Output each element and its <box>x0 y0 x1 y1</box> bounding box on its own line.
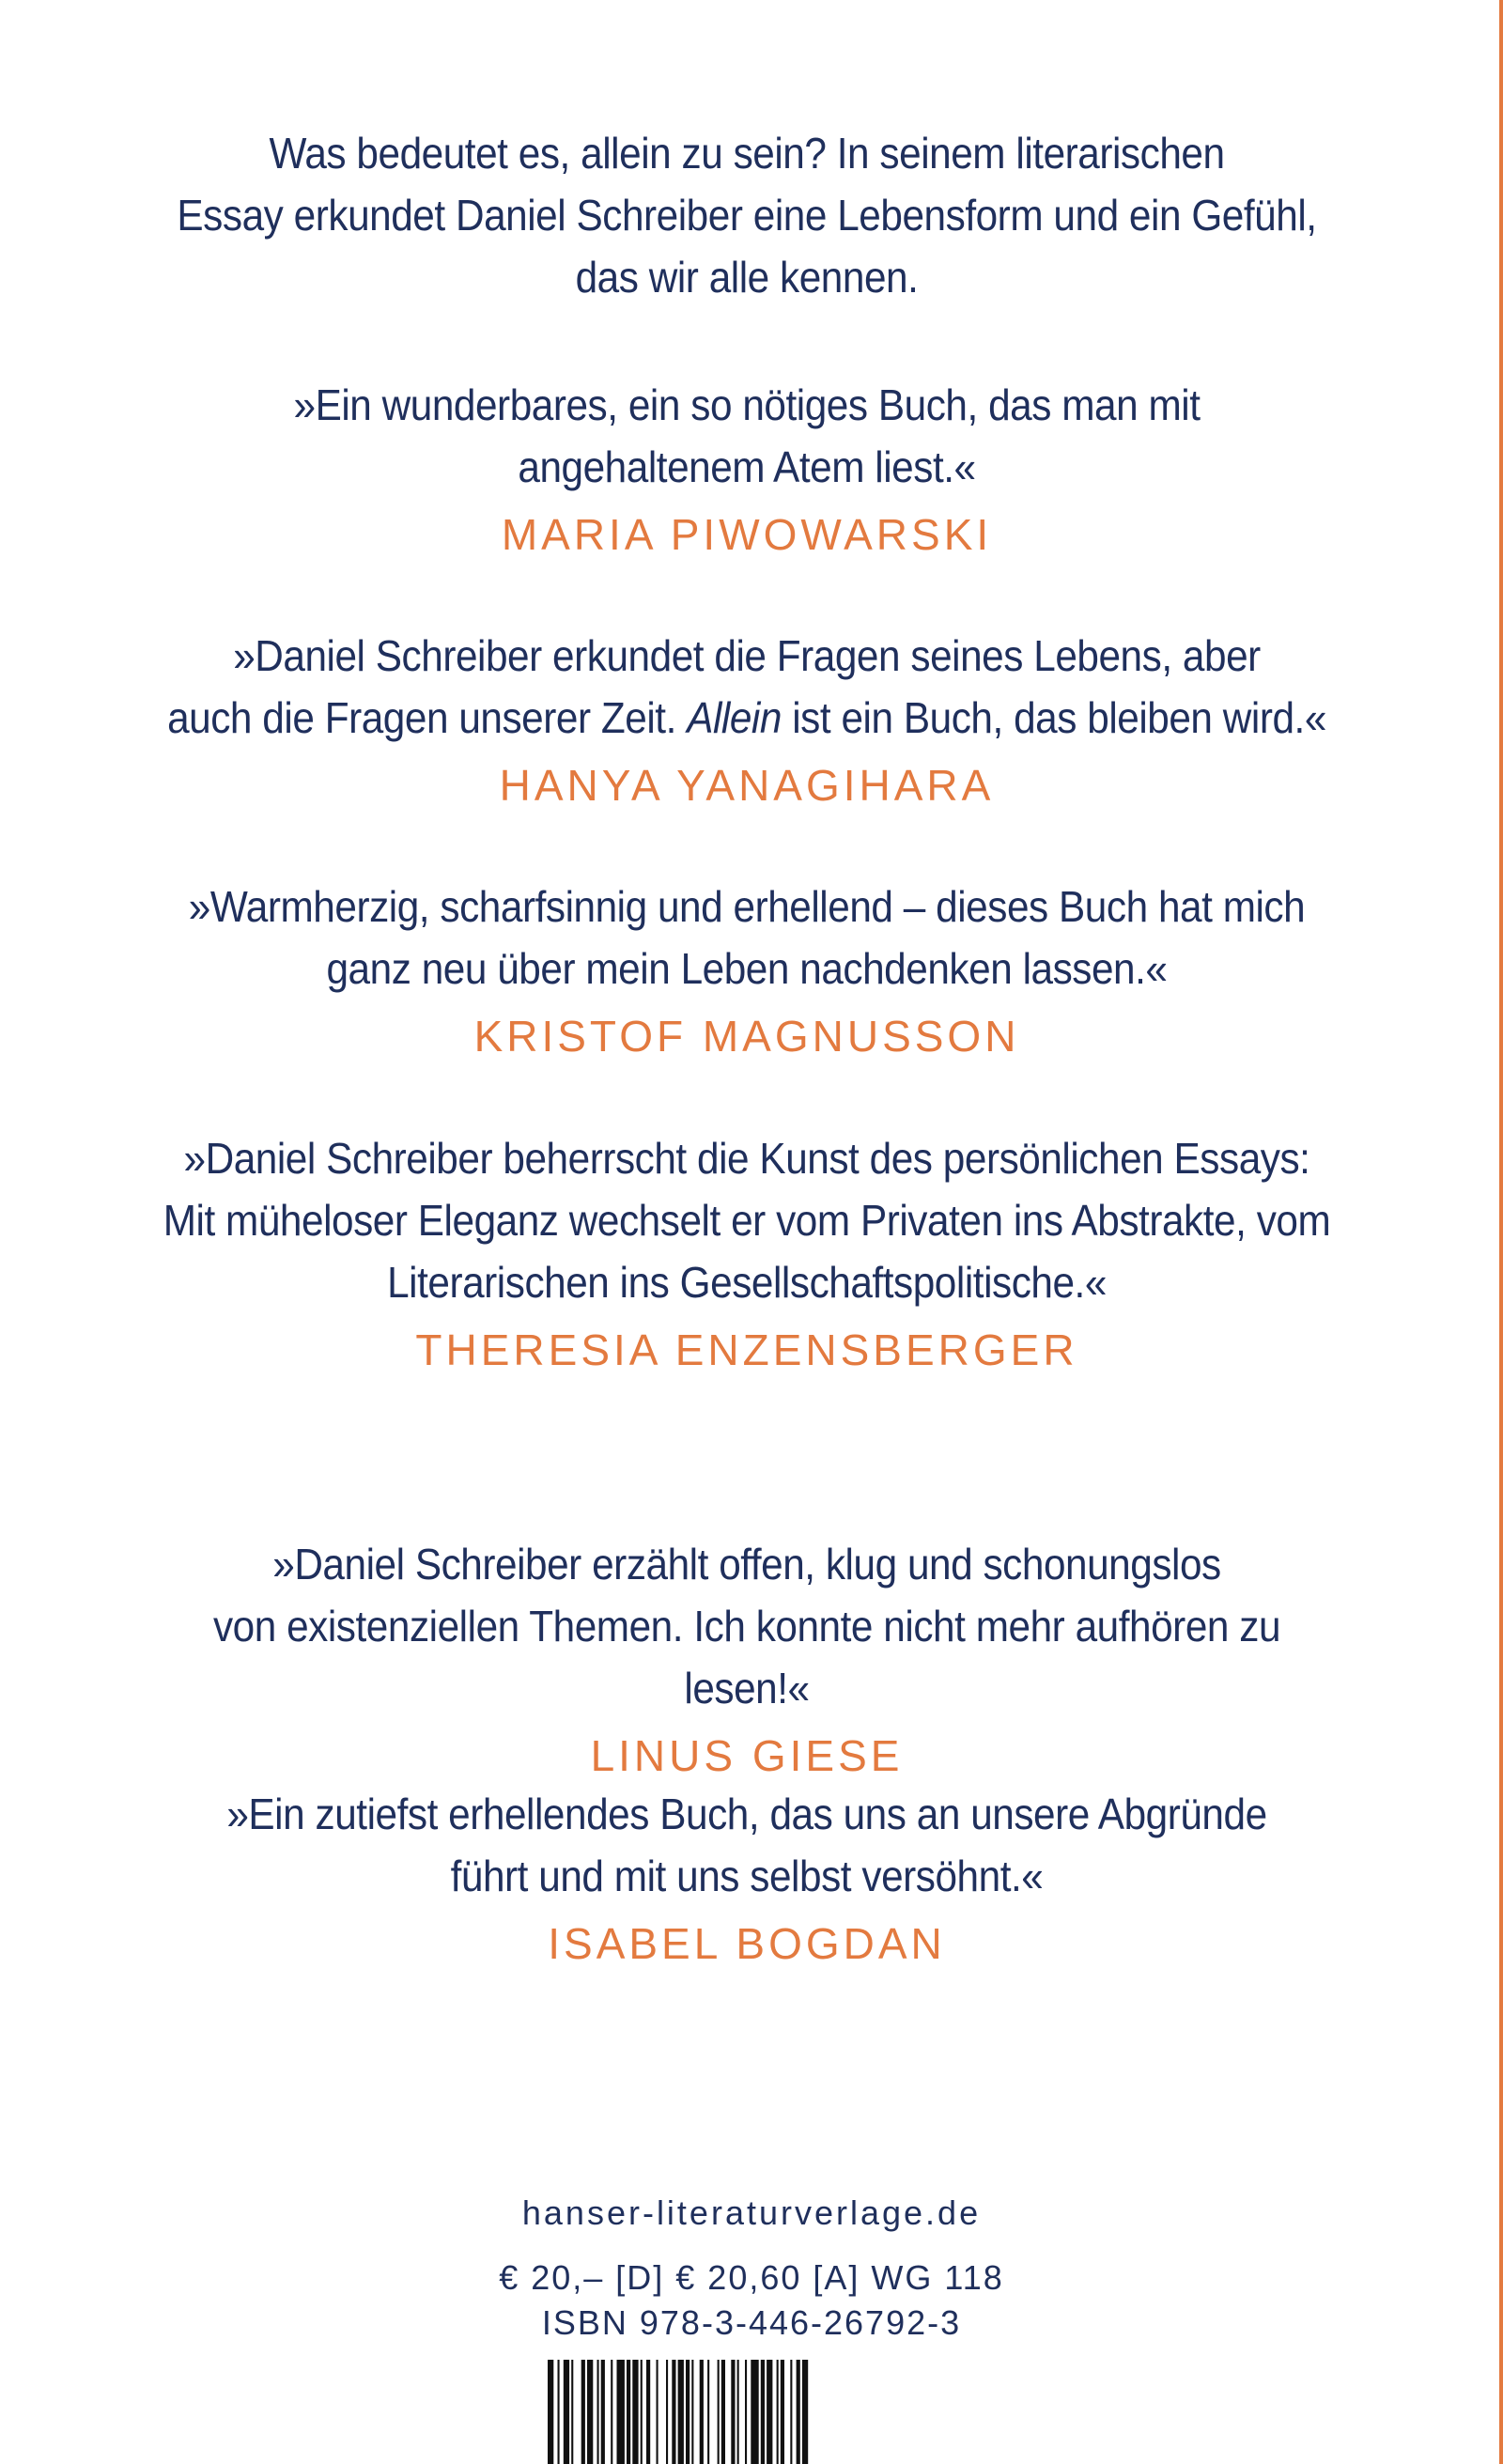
barcode-bar <box>777 2360 779 2464</box>
barcode-bar <box>767 2360 772 2464</box>
quote-line: »Daniel Schreiber erzählt offen, klug und schonungslos <box>272 1540 1221 1588</box>
quote-line: »Daniel Schreiber erkundet die Fragen seines Lebens, aber <box>233 631 1261 680</box>
barcode-bar <box>745 2360 747 2464</box>
barcode-bar <box>597 2360 599 2464</box>
barcode-bar <box>737 2360 739 2464</box>
barcode-bar <box>802 2360 808 2464</box>
publisher-website: hanser-literaturverlage.de <box>521 2193 982 2232</box>
quote-text: ist ein Buch, das bleiben wird.« <box>781 693 1326 742</box>
barcode-bar <box>718 2360 720 2464</box>
barcode-bar <box>564 2360 569 2464</box>
barcode-bar <box>632 2360 638 2464</box>
quote-line: von existenziellen Themen. Ich konnte nicht mehr aufhören zu lesen!« <box>212 1602 1281 1712</box>
quote-line: »Warmherzig, scharfsinnig und erhellend – dieses Buch hat mich <box>188 882 1306 931</box>
quote-author: THERESIA ENZENSBERGER <box>415 1325 1078 1374</box>
quote-author: KRISTOF MAGNUSSON <box>473 1012 1020 1061</box>
quote-line: führt und mit uns selbst versöhnt.« <box>450 1852 1044 1900</box>
intro-line: das wir alle kennen. <box>575 253 919 302</box>
quote-author: LINUS GIESE <box>590 1731 904 1780</box>
barcode-bar <box>707 2360 709 2464</box>
barcode-bar <box>700 2360 704 2464</box>
quote-line: »Ein wunderbares, ein so nötiges Buch, das man mit <box>293 380 1201 429</box>
barcode-bar <box>686 2360 690 2464</box>
barcode-bar <box>790 2360 792 2464</box>
quote-author: ISABEL BOGDAN <box>548 1919 946 1968</box>
quote-line: ganz neu über mein Leben nachdenken lassen.« <box>326 944 1168 993</box>
quote-line: Literarischen ins Gesellschaftspolitische.« <box>387 1258 1107 1307</box>
quote-author: HANYA YANAGIHARA <box>499 761 995 810</box>
barcode-bar <box>797 2360 800 2464</box>
barcode-bar <box>646 2360 650 2464</box>
barcode-bar <box>601 2360 605 2464</box>
quote-block <box>94 374 1400 566</box>
quote-block <box>94 1783 1400 1975</box>
quote-block <box>94 1127 1400 1381</box>
barcode-bar <box>781 2360 784 2464</box>
barcode-bar <box>587 2360 593 2464</box>
intro-line: Essay erkundet Daniel Schreiber eine Lebensform und ein Gefühl, <box>177 191 1317 240</box>
intro-line: Was bedeutet es, allein zu sein? In seinem literarischen <box>269 129 1225 178</box>
barcode-bar <box>571 2360 573 2464</box>
quote-block <box>94 625 1400 816</box>
barcode-bar <box>617 2360 625 2464</box>
barcode-bar <box>548 2360 553 2464</box>
quote-line: »Daniel Schreiber beherrscht die Kunst des persönlichen Essays: <box>183 1134 1310 1183</box>
quote-block <box>94 876 1400 1067</box>
barcode-icon <box>548 2360 942 2464</box>
quote-line: Mit müheloser Eleganz wechselt er vom Privaten ins Abstrakte, vom <box>163 1196 1331 1245</box>
barcode-bar <box>672 2360 675 2464</box>
barcode-bar <box>666 2360 668 2464</box>
intro-paragraph <box>94 122 1400 308</box>
barcode-bar <box>558 2360 560 2464</box>
barcode-bar <box>657 2360 659 2464</box>
barcode-bar <box>611 2360 612 2464</box>
barcode-bar <box>678 2360 684 2464</box>
barcode-bar <box>641 2360 643 2464</box>
book-title-italic: Allein <box>687 693 782 742</box>
orange-edge-stripe <box>1499 0 1503 2464</box>
quote-line: »Ein zutiefst erhellendes Buch, das uns an unsere Abgründe <box>226 1790 1267 1838</box>
barcode-bar <box>761 2360 765 2464</box>
quote-line <box>147 687 1348 749</box>
barcode-bar <box>751 2360 758 2464</box>
barcode-bar <box>627 2360 630 2464</box>
barcode-bar <box>581 2360 585 2464</box>
quote-author: MARIA PIWOWARSKI <box>501 510 993 559</box>
quote-block <box>94 1533 1400 1787</box>
barcode-bar <box>721 2360 725 2464</box>
quote-text: auch die Fragen unserer Zeit. <box>167 693 688 742</box>
isbn-number: ISBN 978-3-446-26792-3 <box>541 2303 962 2342</box>
price-info: € 20,– [D] € 20,60 [A] WG 118 <box>499 2258 1004 2297</box>
quote-line: angehaltenem Atem liest.« <box>518 442 976 491</box>
barcode-bar <box>691 2360 693 2464</box>
barcode-bar <box>731 2360 735 2464</box>
